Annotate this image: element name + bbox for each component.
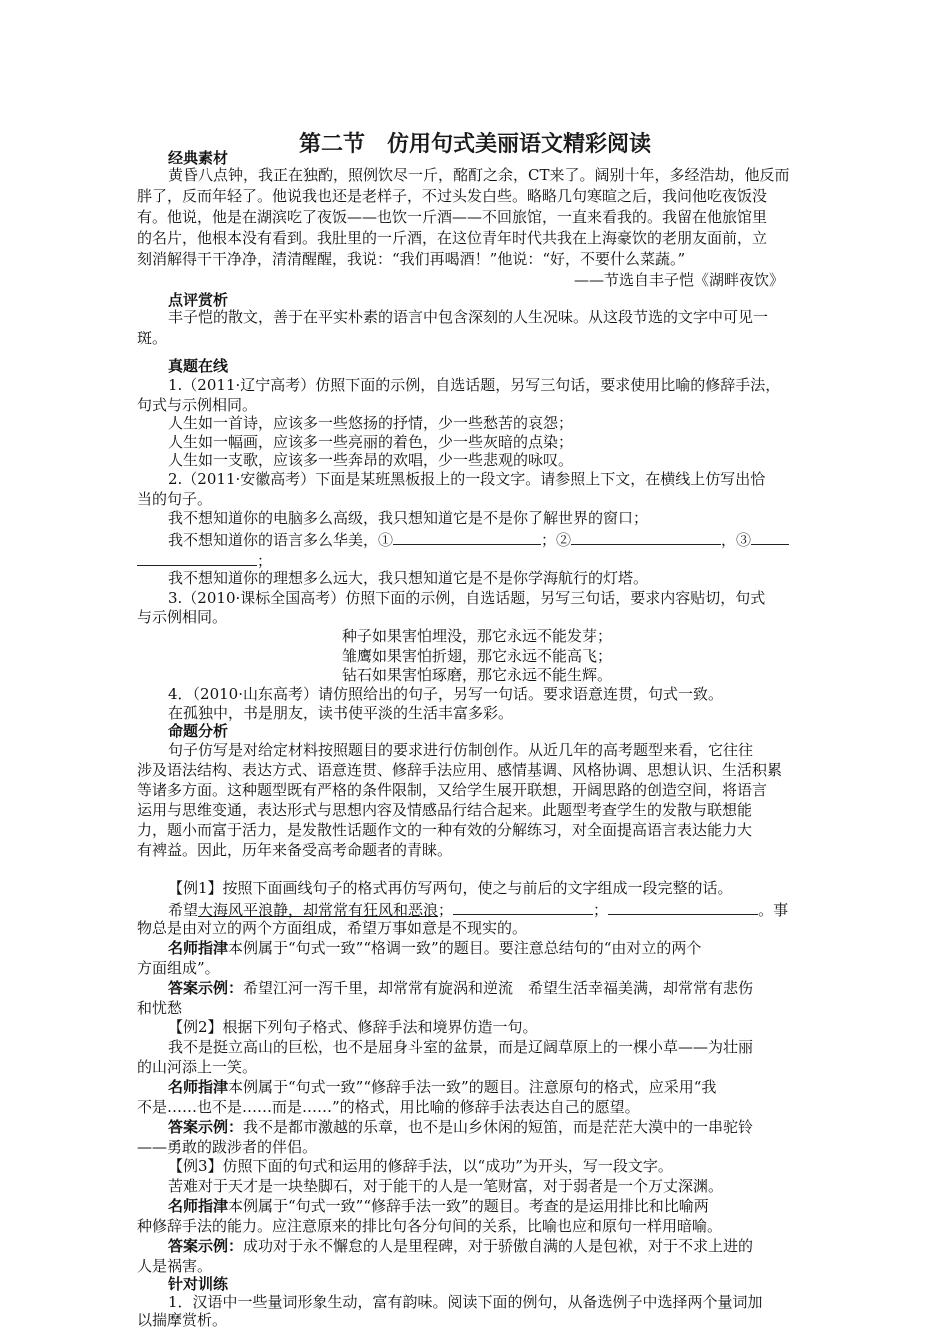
answer-blank-2[interactable] — [571, 530, 721, 545]
training-question: 1．汉语中一些量词形象生动，富有韵味。阅读下面的例句，从备选例子中选择两个量词加 — [168, 1293, 763, 1311]
answer-label: 答案示例： — [168, 1237, 244, 1255]
guide-label: 名师指津 — [168, 1078, 229, 1096]
review-heading: 点评赏析 — [168, 291, 229, 309]
text-fragment: 希望 — [168, 901, 199, 919]
analysis-heading: 命题分析 — [168, 722, 229, 740]
example-2-line: 我不是挺立高山的巨松，也不是屈身斗室的盆景，而是辽阔草原上的一棵小草——为壮丽 — [168, 1038, 754, 1056]
analysis-line: 有裨益。因此，历年来备受高考命题者的青睐。 — [137, 841, 453, 859]
question-1: 1.（2011·辽宁高考）仿照下面的示例，自选话题，另写三句话，要求使用比喻的修辞手法， — [168, 376, 781, 394]
q3-example: 雏鹰如果害怕折翅，那它永远不能高飞； — [342, 647, 613, 665]
q2-line: 我不想知道你的理想多么远大，我只想知道它是不是你学海航行的灯塔。 — [168, 569, 649, 587]
answer-text: 人是祸害。 — [137, 1257, 213, 1275]
q4-example: 在孤独中，书是朋友，读书使平淡的生活丰富多彩。 — [168, 704, 514, 722]
answer-blank-3-continued[interactable] — [137, 551, 257, 566]
answer-2 — [168, 1119, 753, 1136]
q3-example: 种子如果害怕埋没，那它永远不能发芽； — [342, 627, 613, 645]
guide-text: 本例属于“句式一致”“修辞手法一致”的题目。注意原句的格式，应采用“我 — [228, 1078, 717, 1096]
q1-example: 人生如一幅画，应该多一些亮丽的着色，少一些灰暗的点染； — [168, 433, 574, 451]
guide-label: 名师指津 — [168, 939, 229, 957]
guide-label: 名师指津 — [168, 1197, 229, 1215]
classic-line: 黄昏八点钟，我正在独酌，照例饮尽一斤，酩酊之余，CT来了。阔别十年，多经浩劫，他反而 — [168, 166, 790, 184]
text-fragment: 。事 — [758, 901, 789, 919]
q1-example: 人生如一首诗，应该多一些悠扬的抒情，少一些愁苦的哀怨； — [168, 414, 574, 432]
guide-1 — [168, 940, 701, 957]
q2-sep: ，③ — [721, 531, 752, 549]
guide-text: 本例属于“句式一致”“修辞手法一致”的题目。考查的是运用排比和比喻两 — [228, 1197, 709, 1215]
question-2: 当的句子。 — [137, 490, 213, 508]
guide-2 — [168, 1079, 716, 1096]
example-3-heading: 【例3】仿照下面的句式和运用的修辞手法，以“成功”为开头，写一段文字。 — [168, 1157, 673, 1175]
answer-3 — [168, 1238, 753, 1255]
page-title: 第二节 仿用句式美丽语文精彩阅读 — [298, 131, 651, 157]
analysis-line: 力，题小而富于活力，是发散性话题作文的一种有效的分解练习，对全面提高语言表达能力大 — [137, 821, 753, 839]
q2-fill-line — [168, 530, 789, 549]
example-2-line: 的山河添上一笑。 — [137, 1058, 258, 1076]
question-2: 2.（2011·安徽高考）下面是某班黑板报上的一段文字。请参照上下文，在横线上仿写出恰 — [168, 470, 766, 488]
example-1-line — [168, 900, 788, 919]
answer-blank-1[interactable] — [453, 900, 593, 915]
answer-text: ——勇敢的跋涉者的伴侣。 — [137, 1138, 318, 1156]
example-1-line: 物总是由对立的两个方面组成，希望万事如意是不现实的。 — [137, 919, 528, 937]
q2-sep: ；② — [541, 531, 572, 549]
answer-blank-1[interactable] — [393, 530, 541, 545]
answer-text: 我不是都市激越的乐章，也不是山乡休闲的短笛，而是茫茫大漠中的一串驼铃 — [243, 1118, 754, 1136]
online-heading: 真题在线 — [168, 357, 229, 375]
underlined-sentence: 大海风平浪静，却常常有狂风和恶浪 — [198, 901, 439, 919]
guide-text: 不是……也不是……而是……”的格式，用比喻的修辞手法表达自己的愿望。 — [137, 1098, 640, 1116]
answer-label: 答案示例： — [168, 979, 244, 997]
question-1: 句式与示例相同。 — [137, 396, 258, 414]
example-2-heading: 【例2】根据下列句子格式、修辞手法和境界仿造一句。 — [168, 1018, 538, 1036]
review-line: 斑。 — [137, 329, 168, 347]
training-question: 以揣摩赏析。 — [137, 1311, 228, 1329]
guide-text: 方面组成”。 — [137, 959, 220, 977]
example-1-heading: 【例1】按照下面画线句子的格式再仿写两句，使之与前后的文字组成一段完整的话。 — [168, 879, 733, 897]
answer-blank-3[interactable] — [751, 530, 789, 545]
q3-example: 钻石如果害怕琢磨，那它永远不能生辉。 — [342, 666, 613, 684]
q2-line: 我不想知道你的电脑多么高级，我只想知道它是不是你了解世界的窗口； — [168, 509, 649, 527]
question-3: 与示例相同。 — [137, 608, 228, 626]
classic-line: 胖了，反而年轻了。他说我也还是老样子，不过头发白些。略略几句寒暄之后，我问他吃夜饭没 — [137, 187, 768, 205]
guide-3 — [168, 1198, 709, 1215]
classic-heading: 经典素材 — [168, 149, 229, 167]
answer-text: 成功对于永不懈怠的人是里程碑，对于骄傲自满的人是包袱，对于不求上进的 — [243, 1237, 754, 1255]
q2-fill-continue — [137, 551, 272, 570]
answer-text: 希望江河一泻千里，却常常有旋涡和逆流 希望生活幸福美满，却常常有悲伤 — [243, 979, 754, 997]
answer-1 — [168, 980, 753, 997]
guide-text: 本例属于“句式一致”“格调一致”的题目。要注意总结句的“由对立的两个 — [228, 939, 702, 957]
classic-line: 有。他说，他是在湖滨吃了夜饭——也饮一斤酒——不回旅馆，一直来看我的。我留在他旅馆里 — [137, 208, 768, 226]
answer-text: 和忧愁 — [137, 999, 183, 1017]
example-3-line: 苦难对于天才是一块垫脚石，对于能干的人是一笔财富，对于弱者是一个万丈深渊。 — [168, 1177, 724, 1195]
q2-sep: ； — [257, 552, 273, 570]
answer-label: 答案示例： — [168, 1118, 244, 1136]
classic-source: ——节选自丰子恺《湖畔夜饮》 — [574, 271, 785, 289]
training-heading: 针对训练 — [168, 1275, 229, 1293]
answer-blank-2[interactable] — [608, 900, 758, 915]
guide-text: 种修辞手法的能力。应注意原来的排比句各分句间的关系，比喻也应和原句一样用暗喻。 — [137, 1217, 723, 1235]
analysis-line: 运用与思维变通，表达形式与思想内容及情感品行结合起来。此题型考查学生的发散与联想能 — [137, 801, 753, 819]
analysis-line: 等诸多方面。这种题型既有严格的条件限制，又给学生展开联想，开阔思路的创造空间，将语言 — [137, 781, 768, 799]
review-line: 丰子恺的散文，善于在平实朴素的语言中包含深刻的人生况味。从这段节选的文字中可见一 — [168, 308, 769, 326]
text-fragment: ； — [438, 901, 454, 919]
q1-example: 人生如一支歌，应该多一些奔昂的欢唱，少一些悲观的咏叹。 — [168, 451, 574, 469]
question-4: 4．（2010·山东高考）请仿照给出的句子，另写一句话。要求语意连贯，句式一致。 — [168, 685, 723, 703]
analysis-line: 涉及语法结构、表达方式、语意连贯、修辞手法应用、感情基调、风格协调、思想认识、生活积累 — [137, 761, 783, 779]
classic-line: 刻消解得干干净净，清清醒醒，我说：“我们再喝酒！”他说：“好，不要什么菜蔬。” — [137, 250, 686, 268]
question-3: 3.（2010·课标全国高考）仿照下面的示例，自选话题，另写三句话，要求内容贴切，句式 — [168, 589, 766, 607]
text-fragment: ； — [593, 901, 609, 919]
q2-line-prefix: 我不想知道你的语言多么华美，① — [168, 531, 394, 549]
analysis-line: 句子仿写是对给定材料按照题目的要求进行仿制创作。从近几年的高考题型来看，它往往 — [168, 741, 754, 759]
classic-line: 的名片，他根本没有看到。我肚里的一斤酒，在这位青年时代共我在上海豪饮的老朋友面前，立 — [137, 229, 768, 247]
